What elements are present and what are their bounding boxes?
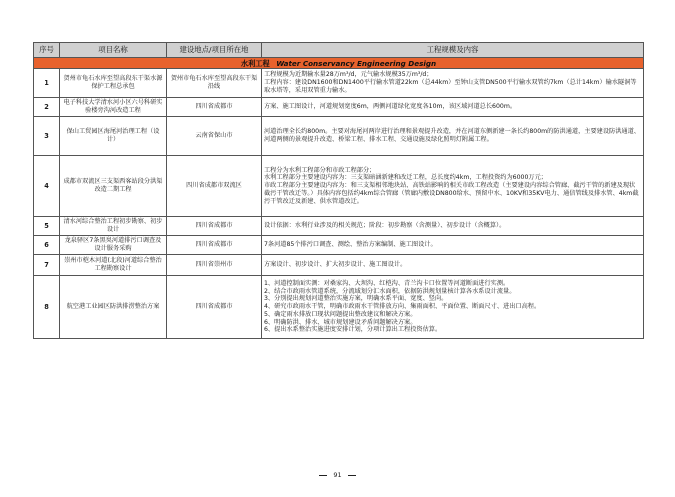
- row-index: 2: [34, 98, 60, 117]
- scope-line: 河道治理全长约800m。主要对海尾河两岸进行治理和景观提升改造，并在河道东侧新建一条长约800m的防洪通道，主要建设防洪通道、河道两侧的景观提升改造、桥梁工程、排水工程、交通设施及绿化照明灯附属工程。: [264, 128, 640, 143]
- row-project-name: 龙泉驿区7条黑臭河道排污口调查及设计服务采购: [60, 236, 167, 255]
- scope-line: 工程分为水利工程部分和市政工程部分；: [264, 166, 376, 174]
- page-footer: [0, 471, 675, 479]
- page-number: 91: [333, 471, 342, 479]
- row-index: 7: [34, 255, 60, 276]
- row-location: 四川省成都市: [167, 236, 262, 255]
- row-scope: [262, 156, 644, 217]
- row-location: 四川省成都市: [167, 98, 262, 117]
- table-row: [34, 69, 644, 98]
- header-project-name: 项目名称: [60, 43, 167, 58]
- scope-line: 市政工程部分主要建设内容为：和三支渠相邻地块站、高铁站影响的相关市政工程改造（主要建设内容综合管廊、截污干管的新建及现状截污干管改迁等。）具体内容包括约4km综合管廊（管廊内敷设DN800给水、预留中水、10KV和35KV电力、通信管线及排水管、4km截污干管改迁及新建、供水管道改迁。: [264, 182, 639, 205]
- table-header-row: [34, 43, 644, 58]
- scope-line: 方案设计、初步设计、扩大初步设计、施工图设计。: [264, 261, 407, 269]
- row-scope: [262, 236, 644, 255]
- row-location: 云南省保山市: [167, 117, 262, 156]
- header-scope: 工程规模及内容: [262, 43, 644, 58]
- table-row: [34, 217, 644, 236]
- category-title-en: Water Conservancy Engineering Design: [276, 58, 437, 68]
- table-row: [34, 98, 644, 117]
- row-index: 8: [34, 276, 60, 339]
- scope-line: 3、分别提出规划河道整治实施方案，明确水系平面、宽度、竖向。: [264, 295, 448, 303]
- scope-line: 设计依据：水利行业涉及的相关规范；阶段：初步勘察（含测量）、初步设计（含概算）。: [264, 222, 506, 230]
- table-row: [34, 236, 644, 255]
- scope-line: 工程内容：建设DN1600和DN1400平行输水管道22km（总44km）至钟山支管DN500平行输水双管约7km（总计14km）输水隧洞等取水塔等，采用双管重力输水。: [264, 79, 637, 94]
- scope-line: 工程规模为近期输水量28万m³/d，元气输水规模35万m³/d；: [264, 71, 433, 79]
- row-project-name: 航空港工业园区防洪排涝整治方案: [60, 276, 167, 339]
- row-project-name: 成都市双流区三支渠西客站段分洪渠改造二期工程: [60, 156, 167, 217]
- row-scope: [262, 69, 644, 98]
- scope-line: 6、明确防洪、排水、城市规划建设矛盾问题解决方案。: [264, 318, 417, 326]
- scope-line: 2、结合市政雨水管道系统，分流域划分汇水面积，依据防洪规划量核计算各水系设计流量。: [264, 287, 516, 295]
- row-scope: [262, 217, 644, 236]
- row-index: 3: [34, 117, 60, 156]
- header-location: 建设地点/项目所在地: [167, 43, 262, 58]
- table-row: [34, 156, 644, 217]
- row-project-name: 贺州市龟石水库至望高段东干渠水源保护工程总承包: [60, 69, 167, 98]
- footer-dash-left: [319, 475, 327, 476]
- row-location: 四川省成都市: [167, 217, 262, 236]
- row-index: 6: [34, 236, 60, 255]
- row-scope: [262, 117, 644, 156]
- row-project-name: 保山工贸园区海尾河治理工程（设计）: [60, 117, 167, 156]
- row-project-name: 清水河综合整治工程初步勘察、初步设计: [60, 217, 167, 236]
- scope-line: 7条河道85个排污口调查、测绘、整治方案编制、施工图设计。: [264, 241, 437, 249]
- scope-line: 1、河道控制面实测：对桑家沟、大坝沟、红桤沟、青兰沟卡口位置等河道断面进行实测。: [264, 279, 510, 287]
- row-project-name: 电子科技大学清水河小区六号科研实验楼旁沟河改造工程: [60, 98, 167, 117]
- scope-line: 4、研究市政雨水干管，明确市政雨水干管排放方向、集雨面积、平面位置、断面尺寸、进出口高程。: [264, 303, 541, 311]
- row-location: 四川省成都市双流区: [167, 156, 262, 217]
- header-index: 序号: [34, 43, 60, 58]
- category-title-cn: 水利工程: [240, 58, 270, 68]
- row-index: 5: [34, 217, 60, 236]
- row-index: 4: [34, 156, 60, 217]
- scope-line: 水利工程部分主要建设内容为：三支渠暗涵新建和改迁工程，总长度约4km，工程投资约为6000万元；: [264, 174, 547, 182]
- category-row: [34, 58, 644, 69]
- row-scope: [262, 98, 644, 117]
- row-scope: [262, 255, 644, 276]
- project-table: [33, 42, 644, 339]
- table-row: [34, 117, 644, 156]
- table-row: [34, 255, 644, 276]
- scope-line: 5、确定雨水排放口现状问题提出整改建议和解决方案。: [264, 310, 417, 318]
- row-scope: [262, 276, 644, 339]
- row-location: 贺州市龟石水库至望高段东干渠沿线: [167, 69, 262, 98]
- row-index: 1: [34, 69, 60, 98]
- scope-line: 方案、施工图设计，河道规划宽度6m，两侧河道绿化宽度各10m，该区域河道总长600m。: [264, 103, 517, 111]
- footer-dash-right: [348, 475, 356, 476]
- category-cell: [34, 58, 644, 69]
- scope-line: 6、提出水系整治实施进度安排计划，分项计算出工程投资估算。: [264, 326, 442, 334]
- row-location: 四川省崇州市: [167, 255, 262, 276]
- row-project-name: 崇州市桤木河道(北段)河道综合整治工程勘察设计: [60, 255, 167, 276]
- row-location: 四川省成都市: [167, 276, 262, 339]
- table-row: [34, 276, 644, 339]
